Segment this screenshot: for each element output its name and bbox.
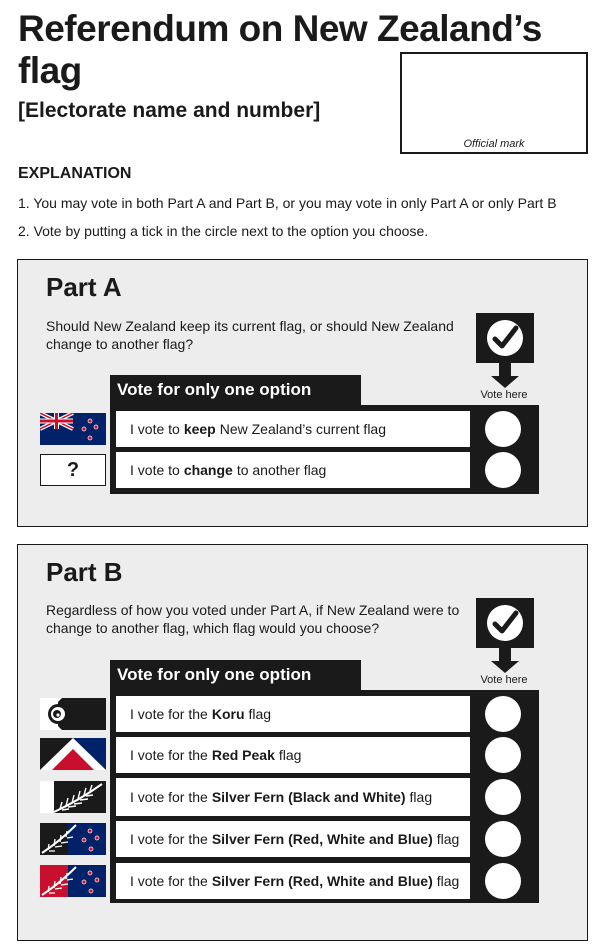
- part-a-title: Part A: [46, 272, 122, 302]
- option-bold: Silver Fern (Black and White): [211, 789, 406, 805]
- silver-fern-black-white-flag-icon: [40, 781, 106, 813]
- tick-example-box: [476, 313, 534, 363]
- options-header: Vote for only one option: [110, 660, 361, 690]
- official-mark-label: Official mark: [463, 138, 525, 150]
- option-row-koru: [116, 696, 470, 732]
- option-prefix: I vote to: [130, 421, 180, 437]
- option-row-change: [116, 452, 470, 488]
- option-row-silver-fern-rwb-2: [116, 863, 470, 899]
- official-mark-box: [400, 52, 588, 154]
- tick-icon: [491, 609, 519, 637]
- part-b-section: [17, 544, 588, 941]
- vote-circle-keep[interactable]: [485, 411, 521, 447]
- silver-fern-red-white-blue-flag-icon: [40, 823, 106, 855]
- vote-circle-silver-fern-bw[interactable]: [485, 779, 521, 815]
- option-prefix: I vote for the: [130, 789, 208, 805]
- tick-circle: [487, 605, 523, 641]
- option-bold: Koru: [211, 706, 245, 722]
- option-prefix: I vote for the: [130, 831, 208, 847]
- options-panel: [110, 405, 539, 494]
- tick-arrow-stem: [499, 363, 511, 377]
- option-bold: keep: [183, 421, 216, 437]
- option-suffix: flag: [409, 789, 433, 805]
- options-panel: [110, 690, 539, 903]
- vote-circle-koru[interactable]: [485, 696, 521, 732]
- red-peak-flag-icon: [40, 738, 106, 770]
- option-row-silver-fern-rwb-1: [116, 821, 470, 857]
- nz-current-flag-icon: [40, 413, 106, 445]
- option-suffix: flag: [436, 831, 460, 847]
- option-bold: Silver Fern (Red, White and Blue): [211, 873, 433, 889]
- option-suffix: flag: [248, 706, 272, 722]
- part-a-section: [17, 259, 588, 527]
- vote-circle-red-peak[interactable]: [485, 737, 521, 773]
- vote-circle-silver-fern-rwb-2[interactable]: [485, 863, 521, 899]
- option-bold: Red Peak: [211, 747, 275, 763]
- tick-example-box: [476, 598, 534, 648]
- vote-circle-silver-fern-rwb-1[interactable]: [485, 821, 521, 857]
- option-bold: Silver Fern (Red, White and Blue): [211, 831, 433, 847]
- options-header: Vote for only one option: [110, 375, 361, 405]
- option-prefix: I vote for the: [130, 873, 208, 889]
- option-prefix: I vote to: [130, 462, 180, 478]
- option-suffix: New Zealand’s current flag: [219, 421, 387, 437]
- tick-arrow-head: [491, 376, 519, 388]
- tick-circle: [487, 320, 523, 356]
- option-suffix: to another flag: [236, 462, 327, 478]
- tick-arrow-head: [491, 661, 519, 673]
- option-bold: change: [183, 462, 233, 478]
- silver-fern-red-white-blue-flag-alt-icon: [40, 865, 106, 897]
- question-mark-flag-icon: ?: [40, 454, 106, 486]
- option-prefix: I vote for the: [130, 747, 208, 763]
- option-prefix: I vote for the: [130, 706, 208, 722]
- option-suffix: flag: [436, 873, 460, 889]
- koru-flag-icon: [40, 698, 106, 730]
- electorate-name: [Electorate name and number]: [18, 99, 321, 122]
- explanation-point-2: 2. Vote by putting a tick in the circle next to the option you choose.: [18, 223, 429, 239]
- explanation-heading: EXPLANATION: [18, 165, 132, 182]
- vote-circle-change[interactable]: [485, 452, 521, 488]
- option-suffix: flag: [278, 747, 302, 763]
- option-row-keep: [116, 411, 470, 447]
- part-b-question: Regardless of how you voted under Part A, if New Zealand were to change to another flag, which flag would you choose?: [46, 602, 460, 636]
- tick-icon: [491, 324, 519, 352]
- tick-arrow-stem: [499, 648, 511, 662]
- vote-here-label: Vote here: [480, 389, 528, 401]
- part-a-question: Should New Zealand keep its current flag, or should New Zealand change to another flag?: [46, 318, 454, 352]
- explanation-point-1: 1. You may vote in both Part A and Part B, or you may vote in only Part A or only Part B: [18, 195, 557, 211]
- part-b-title: Part B: [46, 557, 123, 587]
- vote-here-label: Vote here: [480, 674, 528, 686]
- option-row-silver-fern-bw: [116, 778, 470, 816]
- option-row-red-peak: [116, 737, 470, 773]
- ballot-title: Referendum on New Zealand’s flag: [18, 8, 542, 91]
